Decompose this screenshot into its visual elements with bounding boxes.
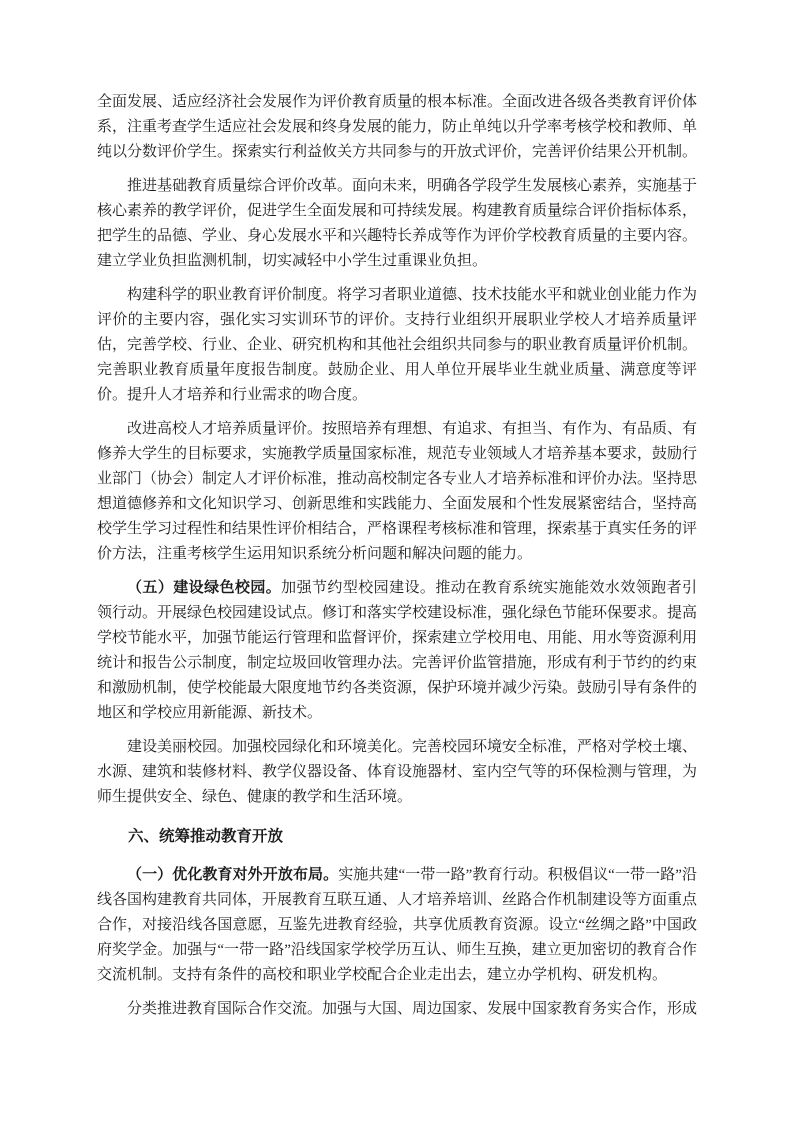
- paragraph-lead: （一）优化教育对外开放布局。: [127, 867, 339, 883]
- paragraph-text: 全面发展、适应经济社会发展作为评价教育质量的根本标准。全面改进各级各类教育评价体系，注重考查学生适应社会发展和终身发展的能力，防止单纯以升学率考核学校和教师、单纯以分数评价学生。探索实行利益攸关方共同参与的开放式评价，完善评价结果公开机制。: [97, 94, 698, 160]
- paragraph-text: 分类推进教育国际合作交流。加强与大国、周边国家、发展中国家教育务实合作，形成: [127, 1001, 698, 1017]
- paragraph-continuation: [97, 90, 697, 165]
- paragraph-text: 推进基础教育质量综合评价改革。面向未来，明确各学段学生发展核心素养，实施基于核心素养的教学评价，促进学生全面发展和可持续发展。构建教育质量综合评价指标体系，把学生的品德、学业、身心发展水平和兴趣特长养成等作为评价学校教育质量的主要内容。建立学业负担监测机制，切实减轻中小学生过重课业负担。: [97, 178, 698, 269]
- paragraph-text: 加强节约型校园建设。推动在教育系统实施能效水效领跑者引领行动。开展绿色校园建设试点。修订和落实学校建设标准，强化绿色节能环保要求。提高学校节能水平，加强节能运行管理和监督评价，探索建立学校用电、用能、用水等资源利用统计和报告公示制度，制定垃圾回收管理办法。完善评价监管措施，形成有利于节约的约束和激励机制，使学校能最大限度地节约各类资源，保护环境并减少污染。鼓励引导有条件的地区和学校应用新能源、新技术。: [97, 580, 698, 721]
- paragraph: [97, 283, 697, 408]
- paragraph-text: 改进高校人才培养质量评价。按照培养有理想、有追求、有担当、有作为、有品质、有修养大学生的目标要求，实施教学质量国家标准，规范专业领域人才培养基本要求，鼓励行业部门（协会）制定人才评价标准，推动高校制定各专业人才培养标准和评价办法。坚持思想道德修养和文化知识学习、创新思维和实践能力、全面发展和个性发展紧密结合，坚持高校学生学习过程性和结果性评价相结合，严格课程考核标准和管理，探索基于真实任务的评价方法，注重考核学生运用知识系统分析问题和解决问题的能力。: [97, 421, 698, 562]
- paragraph-text: 实施共建“一带一路”教育行动。积极倡议“一带一路”沿线各国构建教育共同体，开展教育互联互通、人才培养培训、丝路合作机制建设等方面重点合作，对接沿线各国意愿，互鉴先进教育经验，共享优质教育资源。设立“丝绸之路”中国政府奖学金。加强与“一带一路”沿线国家学校学历互认、师生互换，建立更加密切的教育合作交流机制。支持有条件的高校和职业学校配合企业走出去，建立办学机构、研发机构。: [97, 867, 698, 983]
- paragraph: [97, 417, 697, 567]
- section-heading: 六、统筹推动教育开放: [128, 828, 284, 845]
- paragraph-text: 建设美丽校园。加强校园绿化和环境美化。完善校园环境安全标准，严格对学校土壤、水源、建筑和装修材料、教学仪器设备、体育设施器材、室内空气等的环保检测与管理，为师生提供安全、绿色、健康的教学和生活环境。: [97, 739, 698, 805]
- paragraph-continuation-bottom: [97, 997, 697, 1022]
- paragraph: [97, 174, 697, 274]
- paragraph-green-campus: [97, 576, 697, 726]
- paragraph: [97, 735, 697, 810]
- paragraph-opening-layout: [97, 863, 697, 988]
- paragraph-lead: （五）建设绿色校园。: [127, 580, 282, 596]
- paragraph-text: 构建科学的职业教育评价制度。将学习者职业道德、技术技能水平和就业创业能力作为评价的主要内容，强化实习实训环节的评价。支持行业组织开展职业学校人才培养质量评估，完善学校、行业、企业、研究机构和其他社会组织共同参与的职业教育质量评价机制。完善职业教育质量年度报告制度。鼓励企业、用人单位开展毕业生就业质量、满意度等评价。提升人才培养和行业需求的吻合度。: [97, 287, 698, 403]
